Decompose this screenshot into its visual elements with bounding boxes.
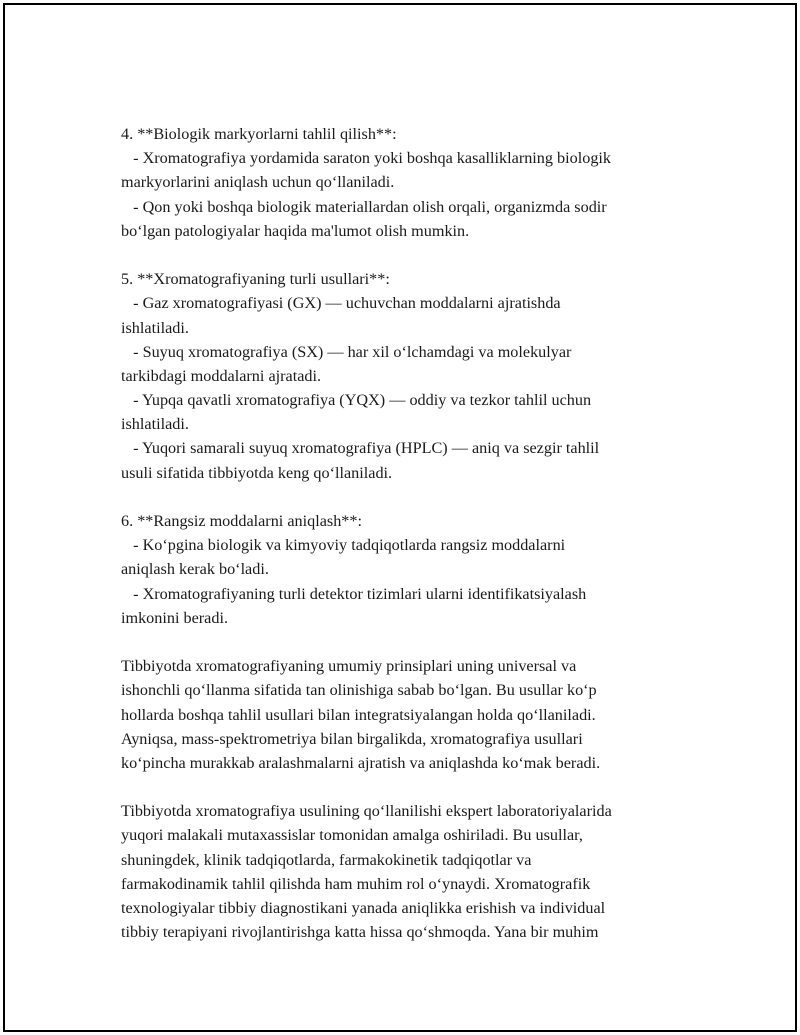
section-methods — [121, 267, 701, 485]
body-line: - Suyuq xromatografiya (SX) — har xil o‘lchamdagi va molekulyar — [121, 342, 572, 361]
section-heading: 4. **Biologik markyorlarni tahlil qilish**: — [121, 125, 397, 143]
body-line: aniqlash kerak bo‘ladi. — [121, 560, 269, 579]
paragraph-spacer — [121, 775, 701, 799]
body-line: tarkibdagi moddalarni ajratadi. — [121, 366, 322, 385]
body-line: Tibbiyotda xromatografiyaning umumiy prinsiplari uning universal va — [121, 657, 577, 676]
body-line: shuningdek, klinik tadqiqotlarda, farmakokinetik tadqiqotlar va — [121, 850, 532, 869]
document-page — [3, 3, 797, 1032]
body-line: - Gaz xromatografiyasi (GX) — uchuvchan moddalarni ajratishda — [121, 294, 561, 313]
body-line: - Yuqori samarali suyuq xromatografiya (HPLC) — aniq va sezgir tahlil — [121, 439, 600, 458]
paragraph-general-principles — [121, 654, 701, 775]
section-colorless-substances — [121, 509, 701, 630]
body-line: tibbiy terapiyani rivojlantirishga katta hissa qo‘shmoqda. Yana bir muhim — [121, 923, 599, 942]
body-line: - Qon yoki boshqa biologik materiallardan olish orqali, organizmda sodir — [121, 197, 607, 216]
body-line: ishlatiladi. — [121, 318, 189, 337]
body-line: - Ko‘pgina biologik va kimyoviy tadqiqotlarda rangsiz moddalarni — [121, 536, 566, 555]
body-line: markyorlarini aniqlash uchun qo‘llaniladi. — [121, 173, 395, 192]
body-line: ishonchli qo‘llanma sifatida tan olinishiga sabab bo‘lgan. Bu usullar ko‘p — [121, 681, 597, 700]
body-line: ishlatiladi. — [121, 415, 189, 434]
body-line: hollarda boshqa tahlil usullari bilan integratsiyalangan holda qo‘llaniladi. — [121, 705, 596, 724]
paragraph-application — [121, 799, 701, 944]
section-biomarkers — [121, 122, 701, 243]
document-body — [121, 122, 701, 944]
body-line: Ayniqsa, mass-spektrometriya bilan birgalikda, xromatografiya usullari — [121, 729, 583, 748]
paragraph-spacer — [121, 630, 701, 654]
body-line: - Yupqa qavatli xromatografiya (YQX) — oddiy va tezkor tahlil uchun — [121, 391, 592, 410]
paragraph-spacer — [121, 485, 701, 509]
body-line: texnologiyalar tibbiy diagnostikani yanada aniqlikka erishish va individual — [121, 899, 606, 917]
paragraph-spacer — [121, 243, 701, 267]
body-line: - Xromatografiya yordamida saraton yoki boshqa kasalliklarning biologik — [121, 149, 612, 168]
body-line: usuli sifatida tibbiyotda keng qo‘llaniladi. — [121, 463, 393, 482]
body-line: ko‘pincha murakkab aralashmalarni ajratish va aniqlashda ko‘mak beradi. — [121, 753, 601, 772]
body-line: - Xromatografiyaning turli detektor tizimlari ularni identifikatsiyalash — [121, 584, 587, 603]
body-line: imkonini beradi. — [121, 608, 228, 627]
body-line: Tibbiyotda xromatografiya usulining qo‘llanilishi ekspert laboratoriyalarida — [121, 802, 612, 821]
body-line: yuqori malakali mutaxassislar tomonidan amalga oshiriladi. Bu usullar, — [121, 826, 583, 845]
section-heading: 6. **Rangsiz moddalarni aniqlash**: — [121, 512, 362, 530]
section-heading: 5. **Xromatografiyaning turli usullari**: — [121, 270, 390, 289]
body-line: bo‘lgan patologiyalar haqida ma'lumot olish mumkin. — [121, 221, 470, 240]
body-line: farmakodinamik tahlil qilishda ham muhim rol o‘ynaydi. Xromatografik — [121, 874, 591, 893]
